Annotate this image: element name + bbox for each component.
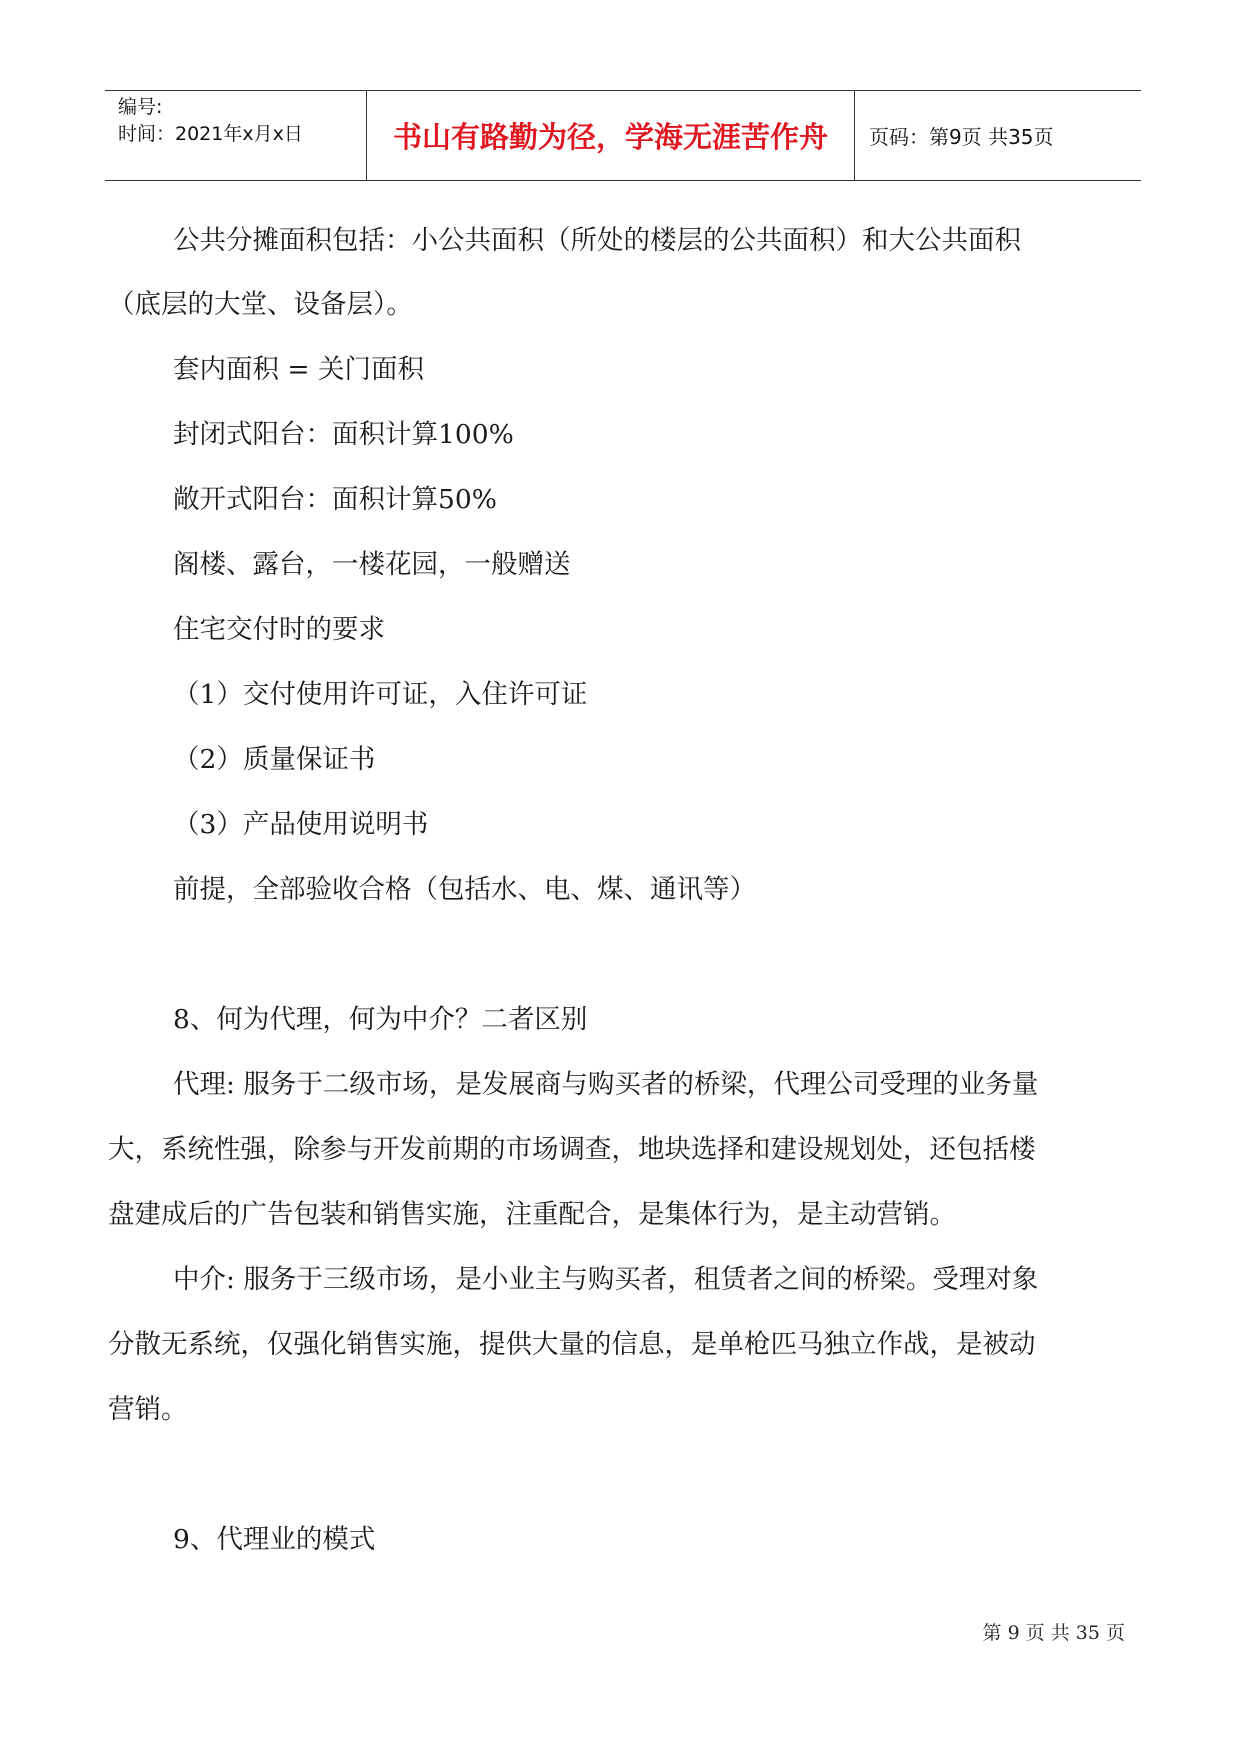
paragraph-line: 住宅交付时的要求 (173, 614, 385, 645)
document-date-label: 时间：2021年x月x日 (118, 123, 303, 145)
header-page-label: 页码：第9页 共35页 (869, 125, 1054, 149)
page-header (105, 90, 1141, 181)
paragraph-line: 盘建成后的广告包装和销售实施，注重配合，是集体行为，是主动营销。 (108, 1199, 956, 1230)
paragraph-line: 公共分摊面积包括：小公共面积（所处的楼层的公共面积）和大公共面积 (173, 225, 1021, 256)
header-motto-cell (367, 91, 855, 180)
paragraph-line: 阁楼、露台，一楼花园，一般赠送 (173, 549, 571, 580)
paragraph-line: 封闭式阳台：面积计算100% (173, 419, 514, 450)
list-item: （1）交付使用许可证，入住许可证 (173, 679, 588, 710)
paragraph-line: 敞开式阳台：面积计算50% (173, 484, 497, 515)
document-number-label: 编号: (118, 96, 163, 118)
section-heading: 9、代理业的模式 (173, 1524, 376, 1555)
header-page-cell (855, 91, 1141, 180)
paragraph-line: 分散无系统，仅强化销售实施，提供大量的信息，是单枪匹马独立作战，是被动 (108, 1329, 1036, 1360)
paragraph-line: （底层的大堂、设备层）。 (108, 289, 413, 320)
header-motto: 书山有路勤为径，学海无涯苦作舟 (392, 120, 828, 154)
paragraph-line: 大，系统性强，除参与开发前期的市场调查，地块选择和建设规划处，还包括楼 (108, 1134, 1036, 1165)
page-footer: 第 9 页 共 35 页 (982, 1622, 1125, 1644)
paragraph-line: 营销。 (108, 1394, 188, 1425)
paragraph-line: 中介: 服务于三级市场，是小业主与购买者，租赁者之间的桥梁。受理对象 (173, 1264, 1039, 1295)
list-item: （2）质量保证书 (173, 744, 376, 775)
paragraph-line: 前提，全部验收合格（包括水、电、煤、通讯等） (173, 874, 756, 905)
paragraph-line: 套内面积 = 关门面积 (173, 354, 425, 385)
paragraph-line: 代理: 服务于二级市场，是发展商与购买者的桥梁，代理公司受理的业务量 (173, 1069, 1039, 1100)
section-heading: 8、何为代理，何为中介？二者区别 (173, 1004, 588, 1035)
list-item: （3）产品使用说明书 (173, 809, 429, 840)
header-info-cell (105, 91, 367, 180)
